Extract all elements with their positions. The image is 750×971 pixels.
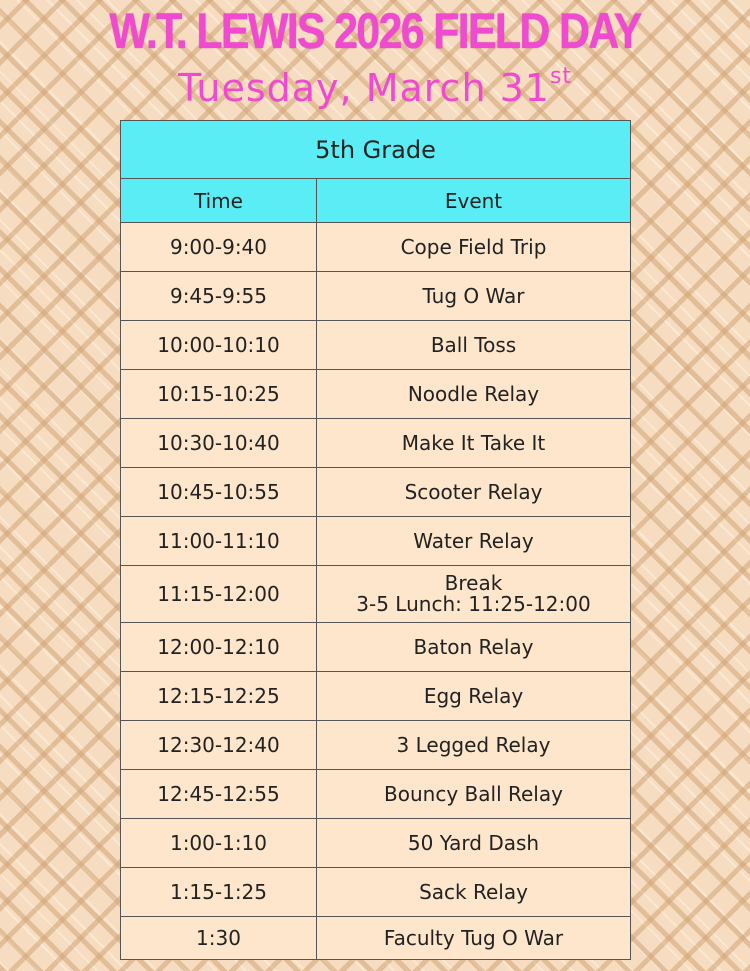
event-column-header: Event	[317, 179, 631, 223]
time-cell: 9:45-9:55	[121, 272, 317, 321]
event-cell: Sack Relay	[317, 868, 631, 917]
time-cell: 12:30-12:40	[121, 721, 317, 770]
event-cell: 50 Yard Dash	[317, 819, 631, 868]
event-cell: Ball Toss	[317, 321, 631, 370]
event-cell: Scooter Relay	[317, 468, 631, 517]
event-cell: Faculty Tug O War	[317, 917, 631, 960]
time-cell: 10:15-10:25	[121, 370, 317, 419]
schedule-row	[121, 868, 631, 917]
event-name: Break	[444, 571, 503, 595]
time-cell: 1:15-1:25	[121, 868, 317, 917]
time-cell: 11:00-11:10	[121, 517, 317, 566]
grade-heading: 5th Grade	[121, 121, 631, 179]
schedule-row	[121, 468, 631, 517]
time-cell: 9:00-9:40	[121, 223, 317, 272]
event-date	[0, 66, 750, 110]
schedule-row	[121, 272, 631, 321]
event-cell	[317, 566, 631, 623]
time-cell: 12:45-12:55	[121, 770, 317, 819]
event-cell: Bouncy Ball Relay	[317, 770, 631, 819]
event-cell: Make It Take It	[317, 419, 631, 468]
time-cell: 11:15-12:00	[121, 566, 317, 623]
event-cell: Tug O War	[317, 272, 631, 321]
schedule-row	[121, 623, 631, 672]
page-title: W.T. LEWIS 2026 FIELD DAY	[109, 3, 641, 59]
schedule-row	[121, 819, 631, 868]
time-column-header: Time	[121, 179, 317, 223]
schedule-row	[121, 917, 631, 960]
event-cell: Egg Relay	[317, 672, 631, 721]
time-cell: 10:45-10:55	[121, 468, 317, 517]
schedule-row	[121, 321, 631, 370]
schedule-row	[121, 770, 631, 819]
schedule-row	[121, 517, 631, 566]
schedule-row	[121, 223, 631, 272]
event-note: 3-5 Lunch: 11:25-12:00	[356, 592, 591, 616]
event-cell: Noodle Relay	[317, 370, 631, 419]
time-cell: 12:15-12:25	[121, 672, 317, 721]
time-cell: 1:00-1:10	[121, 819, 317, 868]
schedule-row	[121, 566, 631, 623]
event-cell: Baton Relay	[317, 623, 631, 672]
event-cell: 3 Legged Relay	[317, 721, 631, 770]
schedule-row	[121, 370, 631, 419]
schedule-row	[121, 672, 631, 721]
schedule-row	[121, 721, 631, 770]
event-cell: Water Relay	[317, 517, 631, 566]
event-cell: Cope Field Trip	[317, 223, 631, 272]
event-date-suffix: st	[549, 64, 573, 90]
time-cell: 10:30-10:40	[121, 419, 317, 468]
time-cell: 10:00-10:10	[121, 321, 317, 370]
event-date-main: Tuesday, March 31	[177, 66, 550, 110]
time-cell: 12:00-12:10	[121, 623, 317, 672]
time-cell: 1:30	[121, 917, 317, 960]
schedule-row	[121, 419, 631, 468]
schedule-table	[120, 120, 631, 960]
